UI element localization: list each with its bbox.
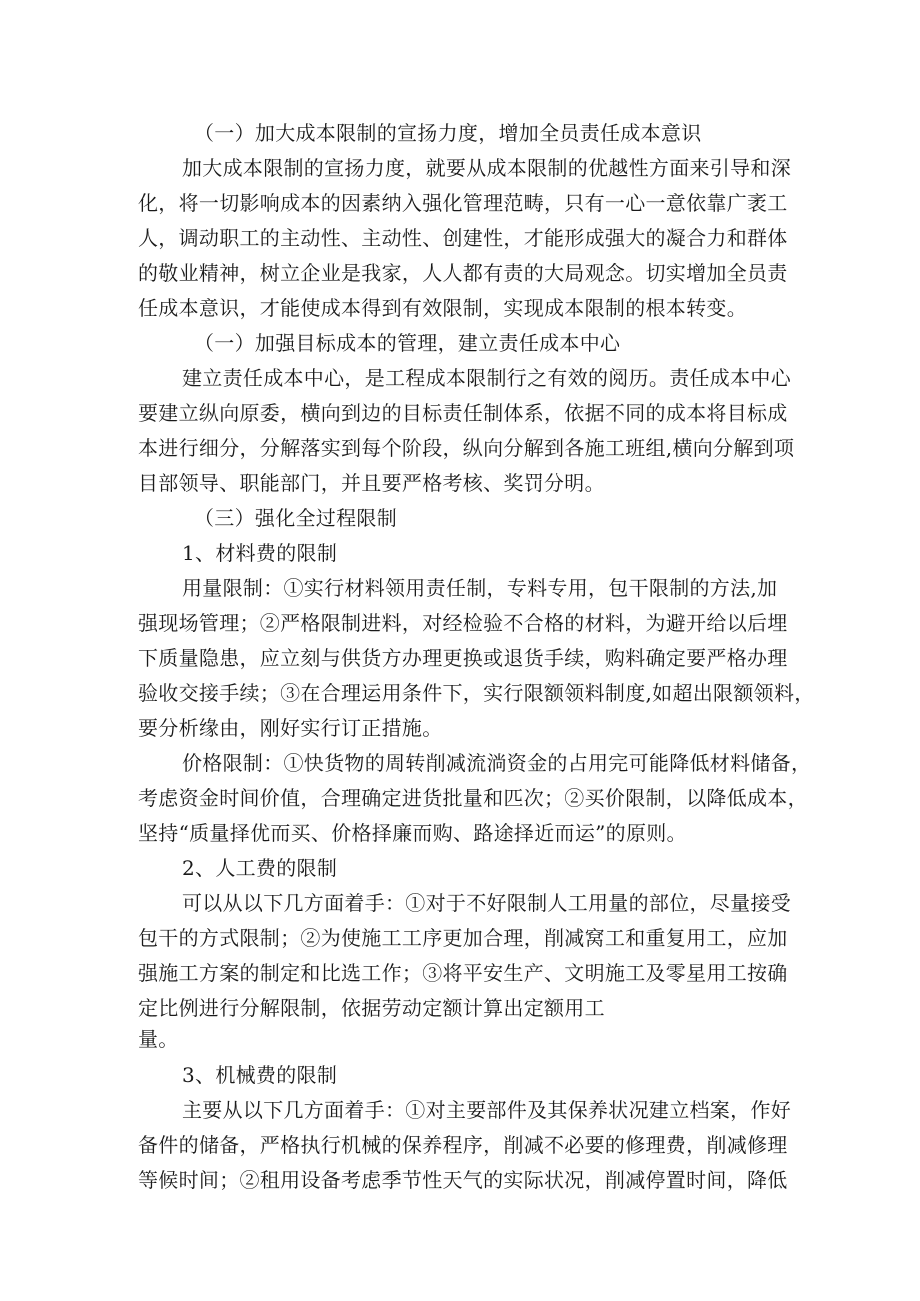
subheading-machinery: 3、机械费的限制 (182, 1063, 338, 1087)
paragraph-line: 要分析缘由，刚好实行订正措施。 (138, 716, 443, 740)
paragraph-line: 任成本意识，才能使成本得到有效限制，实现成本限制的根本转变。 (138, 296, 747, 320)
subheading-material: 1、材料费的限制 (182, 541, 338, 565)
paragraph-line: 备件的储备，严格执行机械的保养程序，削减不必要的修理费，削减修理 (138, 1133, 788, 1157)
section-heading-3: （三）强化全过程限制 (194, 506, 397, 530)
paragraph-line: 价格限制：①快货物的周转削减流淌资金的占用完可能降低材料储备， (182, 751, 812, 775)
paragraph-line: 的敬业精神，树立企业是我家，人人都有责的大局观念。切实增加全员责 (138, 261, 788, 285)
paragraph-line: 量。 (138, 1027, 179, 1051)
paragraph-line: 强现场管理；②严格限制进料，对经检验不合格的材料，为避开给以后埋 (138, 611, 788, 635)
paragraph-line: 强施工方案的制定和比选工作；③将平安生产、文明施工及零星用工按确 (138, 961, 788, 985)
paragraph-line: 化，将一切影响成本的因素纳入强化管理范畴，只有一心一意依靠广袤工 (138, 191, 788, 215)
paragraph-line: 加大成本限制的宣扬力度，就要从成本限制的优越性方面来引导和深 (182, 156, 791, 180)
paragraph-line: 下质量隐患，应立刻与供货方办理更换或退货手续，购料确定要严格办理 (138, 646, 788, 670)
paragraph-line: 人，调动职工的主动性、主动性、创建性，才能形成强大的凝合力和群体 (138, 226, 788, 250)
paragraph-line: 定比例进行分解限制，依据劳动定额计算出定额用工 (138, 996, 605, 1020)
paragraph-line: 验收交接手续；③在合理运用条件下，实行限额领料制度,如超出限额领料， (138, 681, 815, 705)
subheading-labor: 2、人工费的限制 (182, 856, 338, 880)
paragraph-line: 目部领导、职能部门，并且要严格考核、奖罚分明。 (138, 471, 605, 495)
paragraph-line: 本进行细分，分解落实到每个阶段，纵向分解到各施工班组,横向分解到项 (138, 436, 795, 460)
paragraph-line: 用量限制：①实行材料领用责任制，专料专用，包干限制的方法,加 (182, 576, 778, 600)
paragraph-line: 包干的方式限制；②为使施工工序更加合理，削减窝工和重复用工，应加 (138, 926, 788, 950)
paragraph-line: 可以从以下几方面着手：①对于不好限制人工用量的部位，尽量接受 (182, 891, 791, 915)
section-heading-1: （一）加大成本限制的宣扬力度，增加全员责任成本意识 (194, 121, 702, 145)
paragraph-line: 坚持“质量择优而买、价格择廉而购、路途择近而运”的原则。 (138, 821, 687, 845)
paragraph-line: 建立责任成本中心，是工程成本限制行之有效的阅历。责任成本中心 (182, 366, 791, 390)
paragraph-line: 考虑资金时间价值，合理确定进货批量和匹次；②买价限制，以降低成本， (138, 786, 808, 810)
paragraph-line: 主要从以下几方面着手：①对主要部件及其保养状况建立档案，作好 (182, 1098, 791, 1122)
paragraph-line: 等候时间；②租用设备考虑季节性天气的实际状况，削减停置时间，降低 (138, 1168, 788, 1192)
paragraph-line: 要建立纵向原委，横向到边的目标责任制体系，依据不同的成本将目标成 (138, 401, 788, 425)
section-heading-2: （一）加强目标成本的管理，建立责任成本中心 (194, 331, 621, 355)
